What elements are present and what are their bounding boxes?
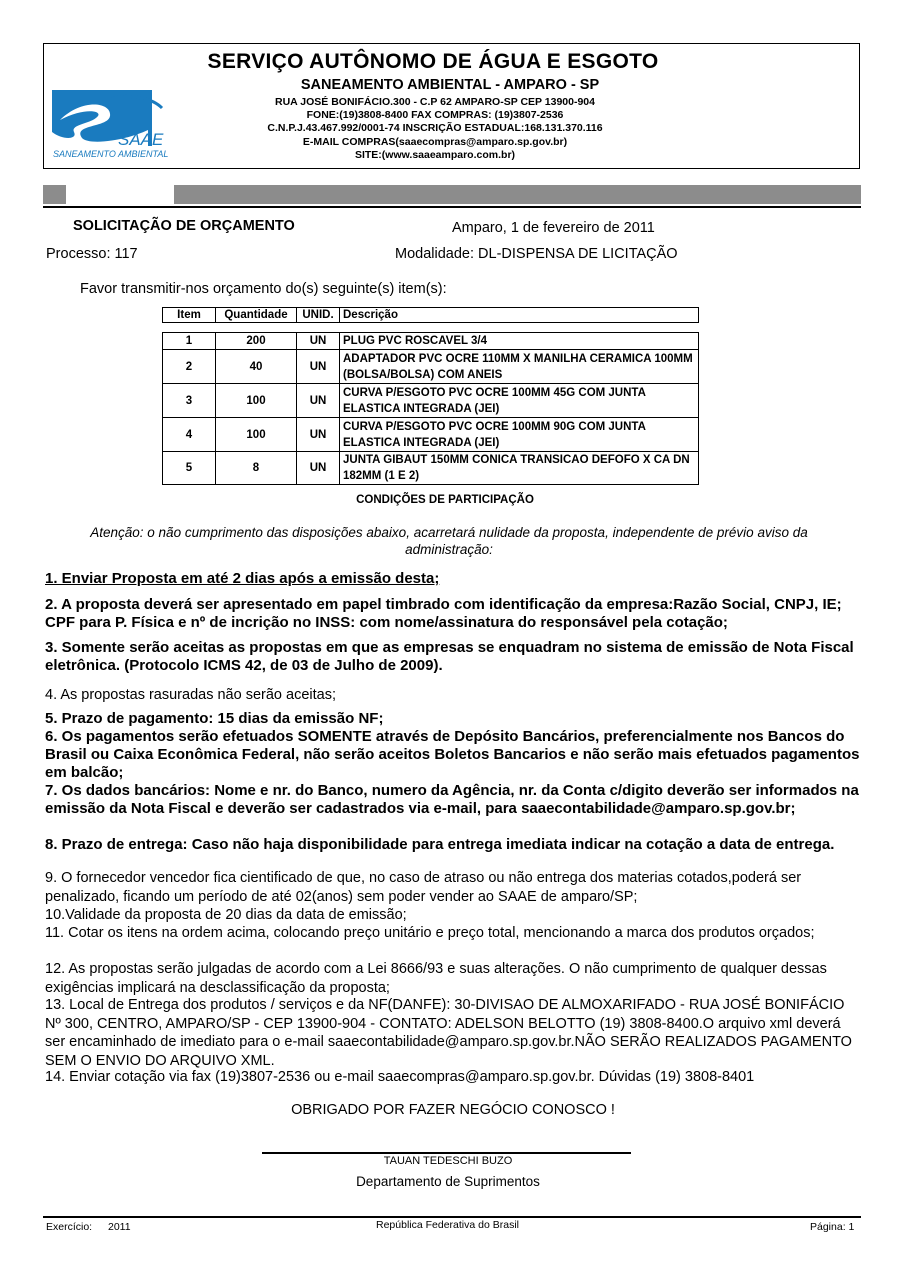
cell-unit: UN bbox=[297, 418, 340, 452]
cell-unit: UN bbox=[297, 333, 340, 350]
intro-text: Favor transmitir-nos orçamento do(s) seguinte(s) item(s): bbox=[80, 281, 447, 297]
doc-date: Amparo, 1 de fevereiro de 2011 bbox=[452, 220, 655, 236]
rule-12: 12. As propostas serão julgadas de acordo com a Lei 8666/93 e suas alterações. O não cumprimento de qualquer dessas exigências implicará na desclassificação da proposta; bbox=[45, 961, 827, 996]
org-subtitle: SANEAMENTO AMBIENTAL - AMPARO - SP bbox=[300, 77, 600, 93]
phone-line: FONE:(19)3808-8400 FAX COMPRAS: (19)3807-2536 bbox=[306, 109, 564, 121]
cell-quantity: 100 bbox=[216, 384, 297, 418]
table-row bbox=[163, 350, 699, 384]
cell-description: PLUG PVC ROSCAVEL 3/4 bbox=[340, 333, 699, 350]
cell-description: CURVA P/ESGOTO PVC OCRE 100MM 90G COM JUNTA ELASTICA INTEGRADA (JEI) bbox=[340, 418, 699, 452]
rule-14: 14. Enviar cotação via fax (19)3807-2536 ou e-mail saaecompras@amparo.sp.gov.br. Dúvidas (19) 3808-8401 bbox=[45, 1069, 755, 1085]
rule-3: 3. Somente serão aceitas as propostas em que as empresas se enquadram no sistema de emissão de Nota Fiscal eletrônica. (Protocolo ICMS 42, de 03 de Julho de 2009). bbox=[45, 639, 854, 674]
cell-item: 5 bbox=[163, 452, 216, 485]
table-row bbox=[163, 452, 699, 485]
cell-description: ADAPTADOR PVC OCRE 110MM X MANILHA CERAMICA 100MM (BOLSA/BOLSA) COM ANEIS bbox=[340, 350, 699, 384]
rule-1: 1. Enviar Proposta em até 2 dias após a emissão desta; bbox=[45, 570, 440, 587]
cell-description: JUNTA GIBAUT 150MM CONICA TRANSICAO DEFOFO X CA DN 182MM (1 E 2) bbox=[340, 452, 699, 485]
footer-center: República Federativa do Brasil bbox=[376, 1219, 519, 1231]
table-row bbox=[163, 384, 699, 418]
rule-6: 6. Os pagamentos serão efetuados SOMENTE através de Depósito Bancários, preferencialmente nos Bancos do Brasil ou Caixa Econômica Federal, não serão aceitos Boletos Bancarios e não serão mais efetuados pagamentos em balcão; bbox=[45, 728, 860, 781]
cell-item: 1 bbox=[163, 333, 216, 350]
rule-7: 7. Os dados bancários: Nome e nr. do Banco, numero da Agência, nr. da Conta c/digito deverão ser informados na emissão da Nota Fiscal e deverão ser cadastrados via e-mail, para saaecontabilidade@amparo.sp.gov.br; bbox=[45, 782, 859, 817]
table-row bbox=[163, 333, 699, 350]
conditions-title: CONDIÇÕES DE PARTICIPAÇÃO bbox=[356, 494, 534, 506]
rule-8: 8. Prazo de entrega: Caso não haja disponibilidade para entrega imediata indicar na cotação a data de entrega. bbox=[45, 836, 835, 853]
department: Departamento de Suprimentos bbox=[356, 1174, 540, 1189]
rule-5: 5. Prazo de pagamento: 15 dias da emissão NF; bbox=[45, 710, 384, 727]
page-number: Página: 1 bbox=[810, 1221, 855, 1233]
doc-title: SOLICITAÇÃO DE ORÇAMENTO bbox=[73, 218, 295, 234]
exercise-label: Exercício: bbox=[46, 1221, 93, 1233]
cell-quantity: 40 bbox=[216, 350, 297, 384]
cell-unit: UN bbox=[297, 350, 340, 384]
cell-description: CURVA P/ESGOTO PVC OCRE 100MM 45G COM JUNTA ELASTICA INTEGRADA (JEI) bbox=[340, 384, 699, 418]
cell-quantity: 8 bbox=[216, 452, 297, 485]
table-row bbox=[163, 418, 699, 452]
signature-line bbox=[262, 1152, 631, 1154]
modality: Modalidade: DL-DISPENSA DE LICITAÇÃO bbox=[395, 246, 678, 262]
process-number: Processo: 117 bbox=[46, 246, 138, 262]
cell-quantity: 100 bbox=[216, 418, 297, 452]
items-table-header bbox=[162, 307, 699, 323]
items-table bbox=[162, 332, 699, 485]
exercise-year: 2011 bbox=[108, 1221, 131, 1233]
signer-name: TAUAN TEDESCHI BUZO bbox=[383, 1155, 513, 1167]
header-description: Descrição bbox=[340, 308, 699, 323]
footer-rule bbox=[43, 1216, 861, 1218]
saae-logo-icon bbox=[52, 90, 180, 160]
cell-quantity: 200 bbox=[216, 333, 297, 350]
header-rule bbox=[43, 206, 861, 208]
rule-4: 4. As propostas rasuradas não serão aceitas; bbox=[45, 687, 336, 703]
org-name: SERVIÇO AUTÔNOMO DE ÁGUA E ESGOTO bbox=[207, 50, 659, 73]
header-item: Item bbox=[163, 308, 216, 323]
cnpj-line: C.N.P.J.43.467.992/0001-74 INSCRIÇÃO ESTADUAL:168.131.370.116 bbox=[267, 122, 603, 134]
svg-text:SANEAMENTO AMBIENTAL: SANEAMENTO AMBIENTAL bbox=[53, 149, 169, 159]
site-line: SITE:(www.saaeamparo.com.br) bbox=[354, 149, 516, 161]
header-bar-gap bbox=[66, 185, 174, 204]
svg-text:SAAE: SAAE bbox=[118, 130, 164, 149]
header-unit: UNID. bbox=[297, 308, 340, 323]
cell-unit: UN bbox=[297, 452, 340, 485]
rule-10: 10.Validade da proposta de 20 dias da data de emissão; bbox=[45, 907, 407, 923]
email-line: E-MAIL COMPRAS(saaecompras@amparo.sp.gov.br) bbox=[302, 136, 568, 148]
cell-item: 2 bbox=[163, 350, 216, 384]
saae-logo bbox=[52, 90, 180, 160]
attention-note: Atenção: o não cumprimento das disposições abaixo, acarretará nulidade da proposta, independente de prévio aviso da administração: bbox=[90, 525, 808, 557]
header-quantity: Quantidade bbox=[216, 308, 297, 323]
rule-9: 9. O fornecedor vencedor fica cientificado de que, no caso de atraso ou não entrega dos materias cotados,poderá ser penalizado, ficando um período de até 02(anos) sem poder vender ao SAAE de amparo/SP; bbox=[45, 870, 802, 905]
rule-2: 2. A proposta deverá ser apresentado em papel timbrado com identificação da empresa:Razão Social, CNPJ, IE; CPF para P. Física e nº de incrição no INSS: com nome/assinatura do responsável pela cotação; bbox=[45, 596, 842, 631]
cell-item: 4 bbox=[163, 418, 216, 452]
cell-item: 3 bbox=[163, 384, 216, 418]
rule-13: 13. Local de Entrega dos produtos / serviços e da NF(DANFE): 30-DIVISAO DE ALMOXARIFADO - RUA JOSÉ BONIFÁCIO Nº 300, CENTRO, AMPARO/SP - CEP 13900-904 - CONTATO: ADELSON BELOTTO (19) 3808-8400.O arquivo xml deverá ser encaminhado de imediato para o e-mail saaecontabilidade@amparo.sp.gov.br.NÃO SERÃO REALIZADOS PAGAMENTO SEM O ENVIO DO ARQUIVO XML. bbox=[45, 997, 852, 1069]
rule-11: 11. Cotar os itens na ordem acima, colocando preço unitário e preço total, mencionando a marca dos produtos orçados; bbox=[45, 925, 815, 941]
address-line: RUA JOSÉ BONIFÁCIO.300 - C.P 62 AMPARO-SP CEP 13900-904 bbox=[275, 96, 595, 108]
thanks-message: OBRIGADO POR FAZER NEGÓCIO CONOSCO ! bbox=[291, 1102, 615, 1118]
cell-unit: UN bbox=[297, 384, 340, 418]
